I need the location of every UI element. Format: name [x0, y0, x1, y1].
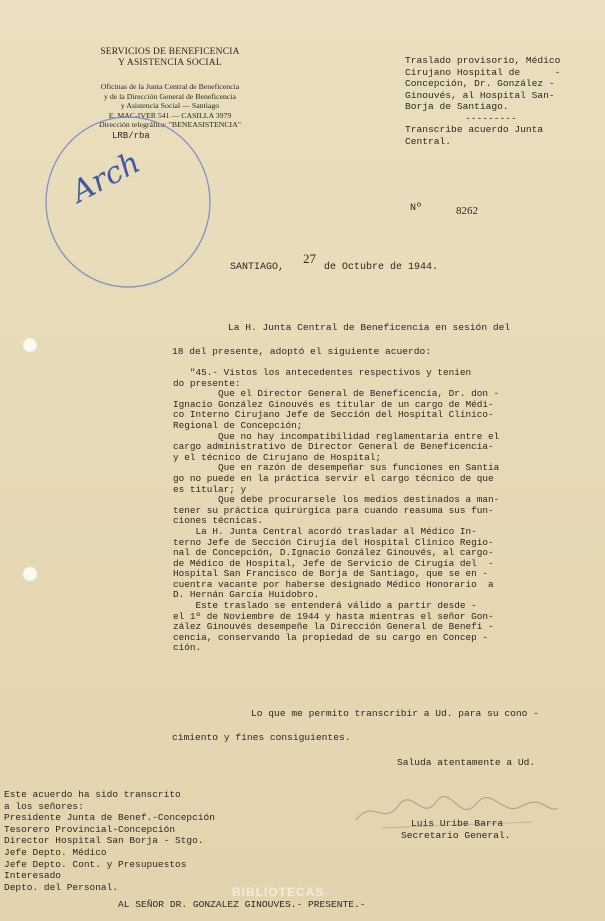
subject-line: Concepción, Dr. González - — [405, 78, 555, 89]
subject-line: Ginouvés, al Hospital San- — [405, 89, 555, 101]
distribution-line: Depto. del Personal. — [4, 881, 119, 893]
body-line: Que debe procurarsele los medios destinados a man- — [173, 494, 500, 506]
subject-block — [405, 55, 560, 147]
addressee: AL SEÑOR DR. GONZALEZ GINOUVES.- PRESENTE.- — [118, 899, 366, 910]
subject-rule: --------- — [465, 112, 517, 124]
body-line: go no puede en la práctica servir el cargo técnico de que — [173, 472, 494, 484]
distribution-line: Director Hospital San Borja - Stgo. — [4, 835, 204, 847]
body-line: nal de Concepción, D.Ignacio González Ginouvés, al cargo- — [173, 547, 494, 559]
letterhead-line: E. MAC-IVER 541 — CASILLA 3979 — [108, 110, 232, 120]
subject-line: Transcribe acuerdo Junta — [405, 124, 544, 135]
signatory-name: Luis Uribe Barra — [411, 818, 504, 829]
letterhead-line: y Asistencia Social — Santiago — [120, 101, 220, 111]
body-line: do presente: — [173, 377, 241, 389]
distribution-line: Tesorero Provincial-Concepción — [4, 823, 176, 835]
distribution-line: Jefe Depto. Cont. y Presupuestos — [4, 858, 187, 870]
body-line: La H. Junta Central de Beneficencia en sesión del — [228, 322, 511, 333]
distribution-line: a los señores: — [4, 800, 84, 812]
body-line: ciones técnicas. — [173, 515, 264, 527]
letterhead-title-line: Y ASISTENCIA SOCIAL — [118, 58, 222, 68]
body-line: terno Jefe de Sección Cirujía del Hospital Clínico Regio- — [173, 536, 494, 548]
date-place: SANTIAGO, — [230, 262, 285, 273]
body-line: cargo administrativo de Director General de Beneficencia- — [173, 441, 494, 453]
body-line: es titular; y — [173, 483, 247, 495]
watermark: BIBLIOTECAS — [232, 885, 325, 899]
body-line: Que en razón de desempeñar sus funciones en Santia — [173, 462, 500, 474]
body-line: Regional de Concepción; — [173, 419, 303, 431]
distribution-line: Presidente Junta de Benef.-Concepción — [4, 812, 215, 824]
body-line: Ignacio González Ginouvés es titular de un cargo de Médi- — [173, 398, 494, 410]
reference-code: LRB/rba — [112, 131, 150, 141]
subject-line: Borja de Santiago. — [405, 101, 509, 112]
body-line: Hospital San Francisco de Borja de Santiago, que se en - — [173, 568, 489, 580]
subject-line: Cirujano Hospital de - — [405, 66, 561, 78]
body-line: zález Ginouvés desempeñe la Dirección General de Benefi - — [173, 621, 494, 633]
distribution-line: Jefe Depto. Médico — [4, 846, 107, 858]
body-line: cencia, conservando la propiedad de su cargo en Concep - — [173, 631, 489, 643]
letterhead-line: y de la Dirección General de Beneficencia — [103, 91, 237, 101]
body-line: co Interno Cirujano Jefe de Sección del Hospital Clínico- — [173, 409, 494, 421]
letterhead-line: Dirección telegráfica: "BENEASISTENCIA" — [99, 120, 241, 130]
body-line: el 1º de Noviembre de 1944 y hasta mientras el señor Gon- — [173, 610, 494, 622]
handwritten-note: Arch — [66, 145, 147, 210]
handwritten-circle — [38, 110, 218, 295]
letterhead-title-line: SERVICIOS DE BENEFICENCIA — [100, 47, 240, 57]
distribution-line: Este acuerdo ha sido transcrito — [4, 789, 181, 800]
date-day: 27 — [303, 251, 316, 266]
body-line: ción. — [173, 642, 202, 654]
document-number: 8262 — [456, 205, 478, 217]
signatory-title: Secretario General. — [401, 830, 511, 841]
body-line: de Médico de Hospital, Jefe de Servicio de Cirugía del - — [173, 557, 494, 569]
distribution-list — [4, 789, 215, 893]
body-line: cuentra vacante por haberse designado Médico Honorario a — [173, 578, 494, 590]
body-line: tener su práctica quirúrgica para cuando reasuma sus fun- — [173, 504, 494, 516]
number-label: Nº — [410, 203, 423, 214]
date-rest: de Octubre de 1944. — [324, 262, 439, 273]
body-line: La H. Junta Central acordó trasladar al Médico In- — [173, 525, 477, 537]
body-line: 18 del presente, adoptó el siguiente acuerdo: — [172, 346, 432, 357]
body-line: Lo que me permito transcribir a Ud. para su cono - — [228, 708, 539, 719]
body-line: Este traslado se entenderá válido a partir desde - — [173, 600, 477, 612]
letterhead-line: Oficinas de la Junta Central de Beneficencia — [100, 82, 240, 91]
body-line: D. Hernán García Huidobro. — [173, 589, 320, 601]
letterhead-title — [70, 47, 270, 69]
body-line: cimiento y fines consiguientes. — [172, 732, 351, 743]
body-line: Que el Director General de Beneficencia, Dr. don - — [173, 388, 500, 400]
closing: Saluda atentamente a Ud. — [397, 757, 536, 768]
body-line: Que no hay incompatibilidad reglamentaria entre el — [173, 430, 500, 442]
punch-hole — [22, 337, 38, 353]
subject-line: Central. — [405, 135, 452, 147]
subject-line: Traslado provisorio, Médico — [405, 55, 561, 66]
punch-hole — [22, 566, 38, 582]
body-line: y el técnico de Cirujano de Hospital; — [173, 451, 382, 463]
distribution-line: Interesado — [4, 870, 62, 882]
body-line: "45.- Vistos los antecedentes respectivos y tenien — [173, 367, 472, 378]
resolution-text — [173, 368, 499, 654]
